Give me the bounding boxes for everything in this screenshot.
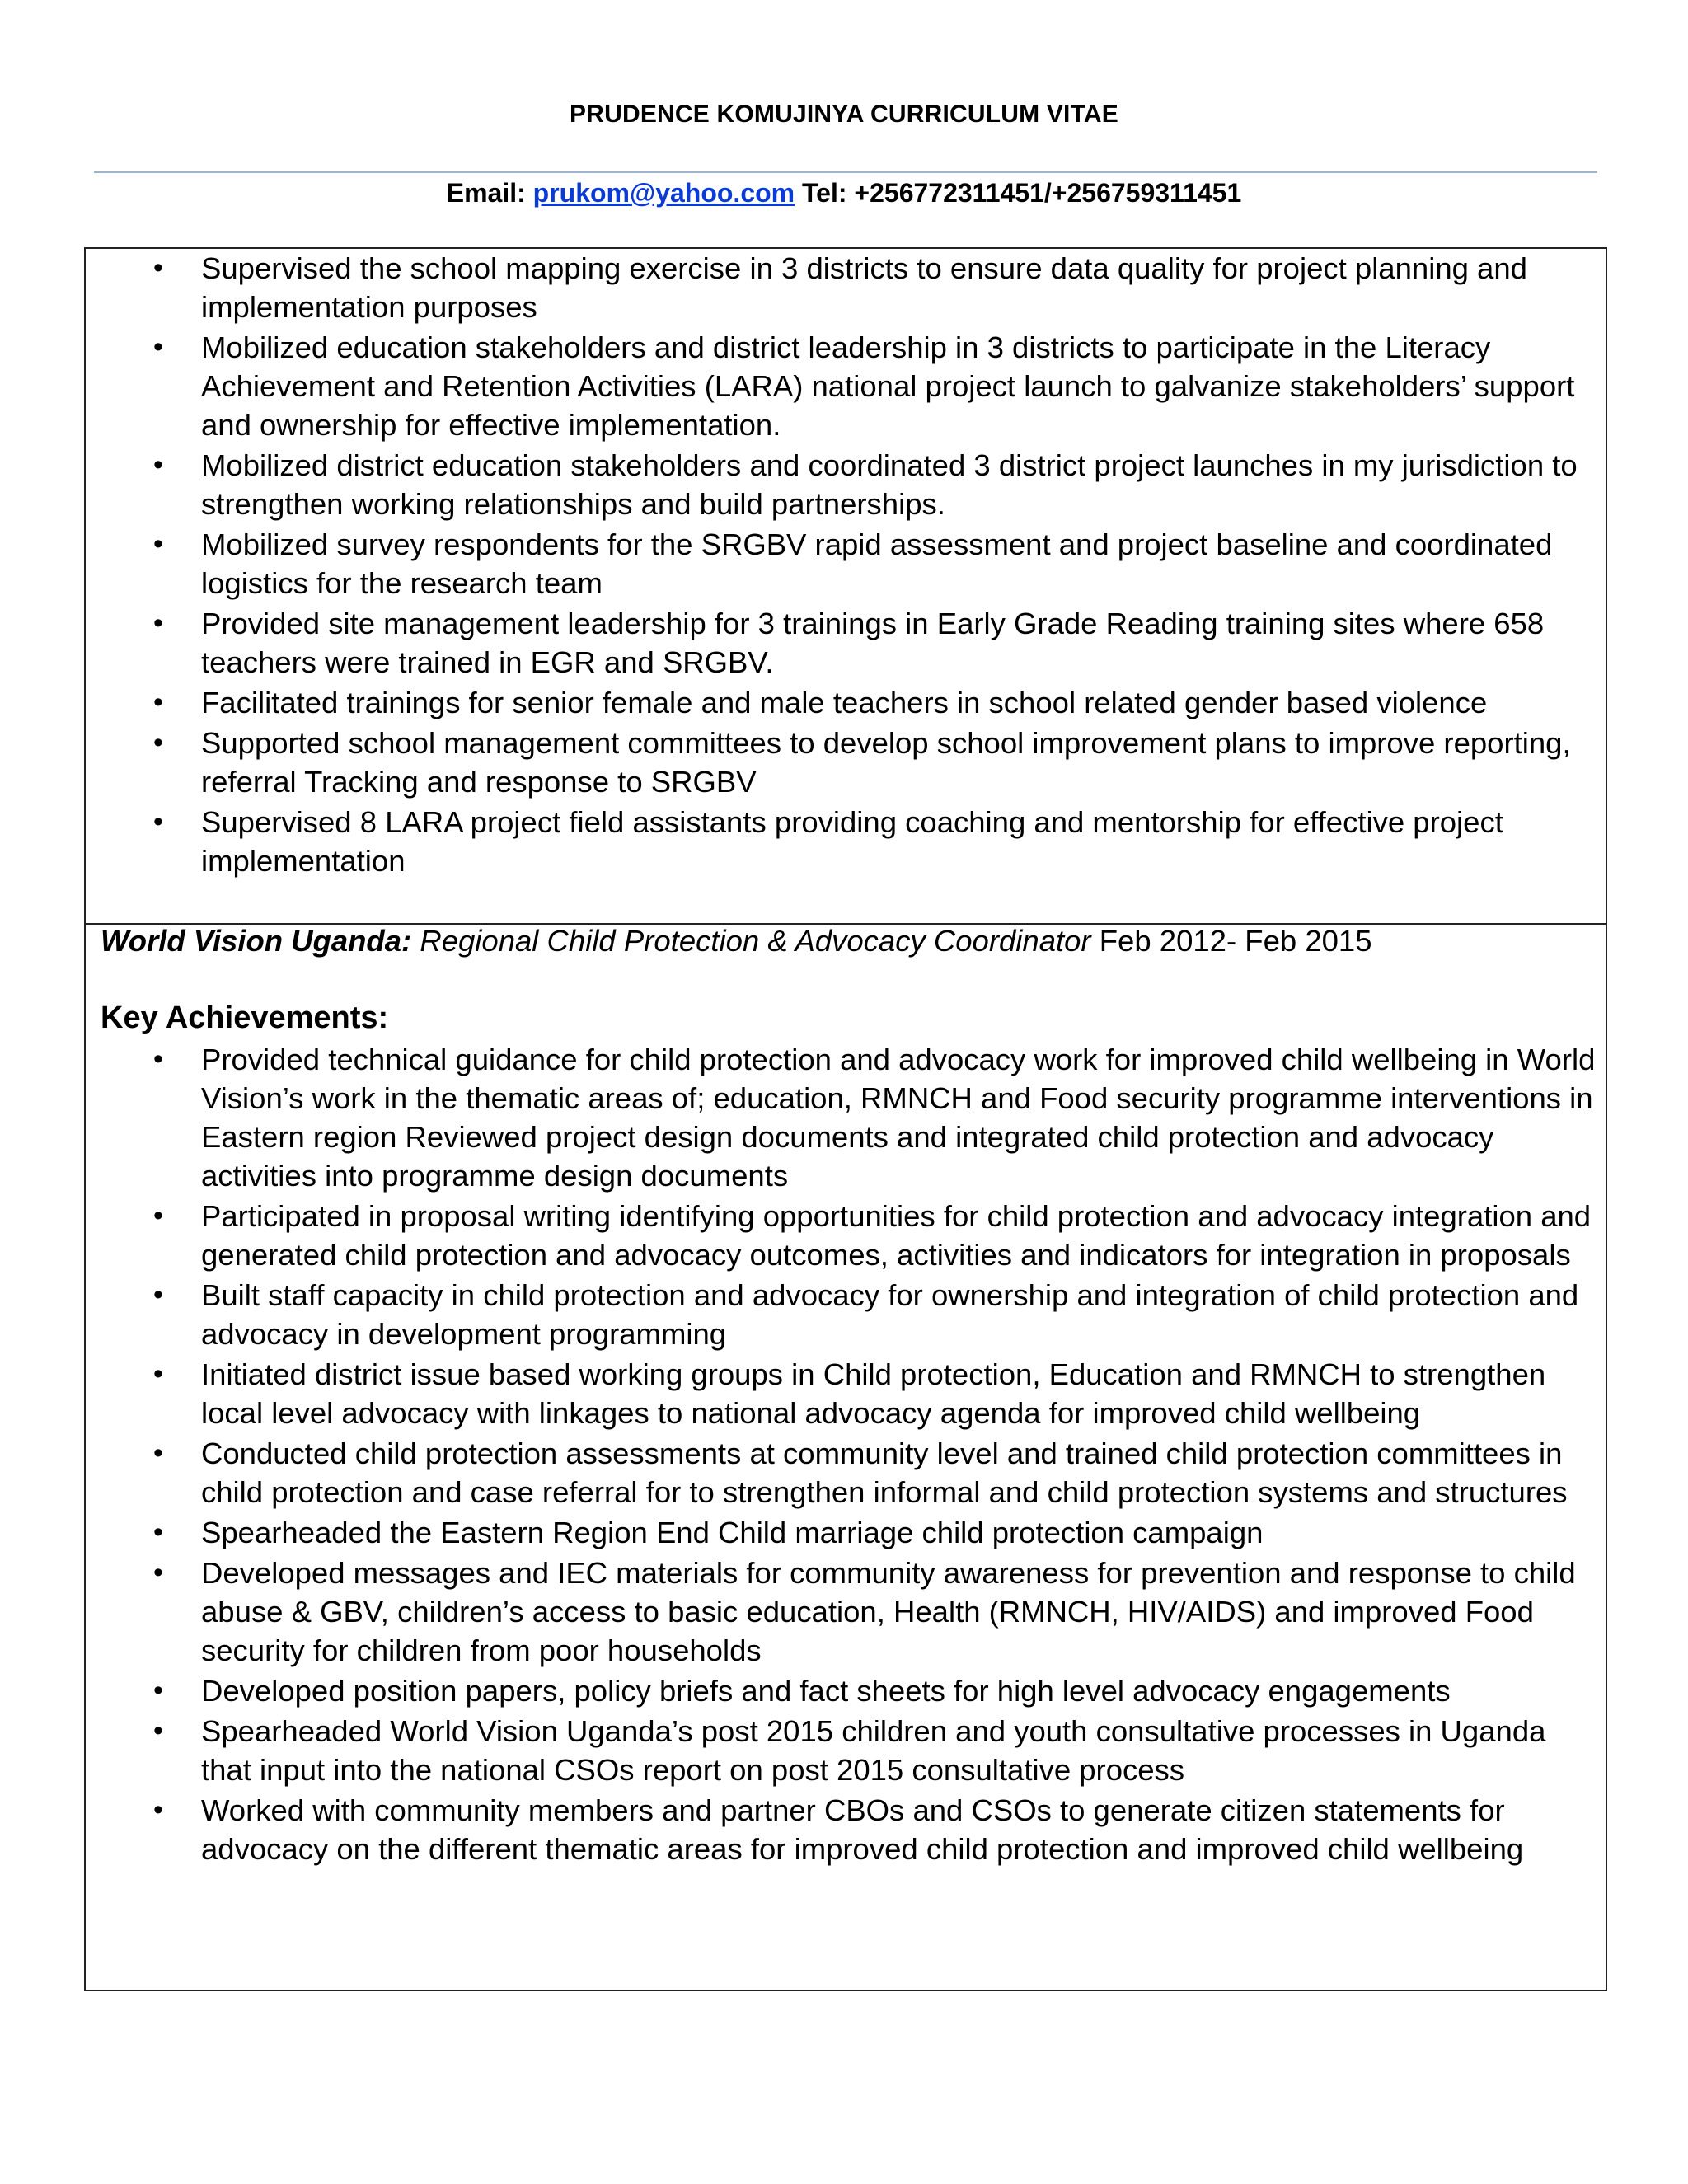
document-title: PRUDENCE KOMUJINYA CURRICULUM VITAE [570,101,1118,128]
top-achievement-list [86,249,1607,882]
email-link[interactable]: prukom@yahoo.com [532,178,795,208]
list-item: • Conducted child protection assessments at community level and trained child protection committees in child protection and case referral for to strengthen informal and child protection systems and structures [86,1434,1607,1511]
list-item: • Built staff capacity in child protection and advocacy for ownership and integration of child protection and advocacy in development programming [86,1276,1607,1353]
list-item: • Spearheaded World Vision Uganda’s post 2015 children and youth consultative processes in Uganda that input into the national CSOs report on post 2015 consultative process [86,1712,1607,1789]
email-label: Email: [446,178,526,208]
list-item: • Participated in proposal writing identifying opportunities for child protection and advocacy integration and generated child protection and advocacy outcomes, activities and indicators for integration in proposals [86,1197,1607,1274]
job-title-line [101,921,1372,960]
phone-numbers: Tel: +256772311451/+256759311451 [802,178,1242,208]
list-item: • Mobilized district education stakeholders and coordinated 3 district project launches in my jurisdiction to strengthen working relationships and build partnerships. [86,446,1607,523]
job-role: Regional Child Protection & Advocacy Coordinator [420,924,1091,958]
list-item: • Supervised the school mapping exercise in 3 districts to ensure data quality for project planning and implementation purposes [86,249,1607,326]
list-item: • Developed messages and IEC materials for community awareness for prevention and response to child abuse & GBV, children’s access to basic education, Health (RMNCH, HIV/AIDS) and improved Food security for children from poor households [86,1554,1607,1670]
cv-content-box [84,247,1607,1991]
list-item: • Worked with community members and partner CBOs and CSOs to generate citizen statements for advocacy on the different thematic areas for improved child protection and improved child wellbeing [86,1791,1607,1868]
job-period: Feb 2012- Feb 2015 [1099,924,1372,958]
list-item: • Provided technical guidance for child protection and advocacy work for improved child wellbeing in World Vision’s work in the thematic areas of; education, RMNCH and Food security programme interventions in Eastern region Reviewed project design documents and integrated child protection and advocacy activities into programme design documents [86,1040,1607,1195]
list-item: • Mobilized survey respondents for the SRGBV rapid assessment and project baseline and coordinated logistics for the research team [86,525,1607,602]
organization-name: World Vision Uganda: [101,924,412,958]
list-item: • Supervised 8 LARA project field assistants providing coaching and mentorship for effective project implementation [86,803,1607,880]
header-divider [94,171,1597,173]
list-item: • Facilitated trainings for senior female and male teachers in school related gender based violence [86,683,1607,722]
list-item: • Supported school management committees to develop school improvement plans to improve reporting, referral Tracking and response to SRGBV [86,724,1607,801]
list-item: • Mobilized education stakeholders and district leadership in 3 districts to participate in the Literacy Achievement and Retention Activities (LARA) national project launch to galvanize stakeholders’ support and ownership for effective implementation. [86,328,1607,444]
contact-line [0,178,1688,209]
list-item: • Spearheaded the Eastern Region End Child marriage child protection campaign [86,1513,1607,1552]
world-vision-achievement-list [86,1040,1607,1870]
list-item: • Initiated district issue based working groups in Child protection, Education and RMNCH to strengthen local level advocacy with linkages to national advocacy agenda for improved child wellbeing [86,1355,1607,1432]
key-achievements-heading: Key Achievements: [101,1001,389,1035]
list-item: • Provided site management leadership for 3 trainings in Early Grade Reading training sites where 658 teachers were trained in EGR and SRGBV. [86,604,1607,682]
list-item: • Developed position papers, policy briefs and fact sheets for high level advocacy engagements [86,1671,1607,1710]
